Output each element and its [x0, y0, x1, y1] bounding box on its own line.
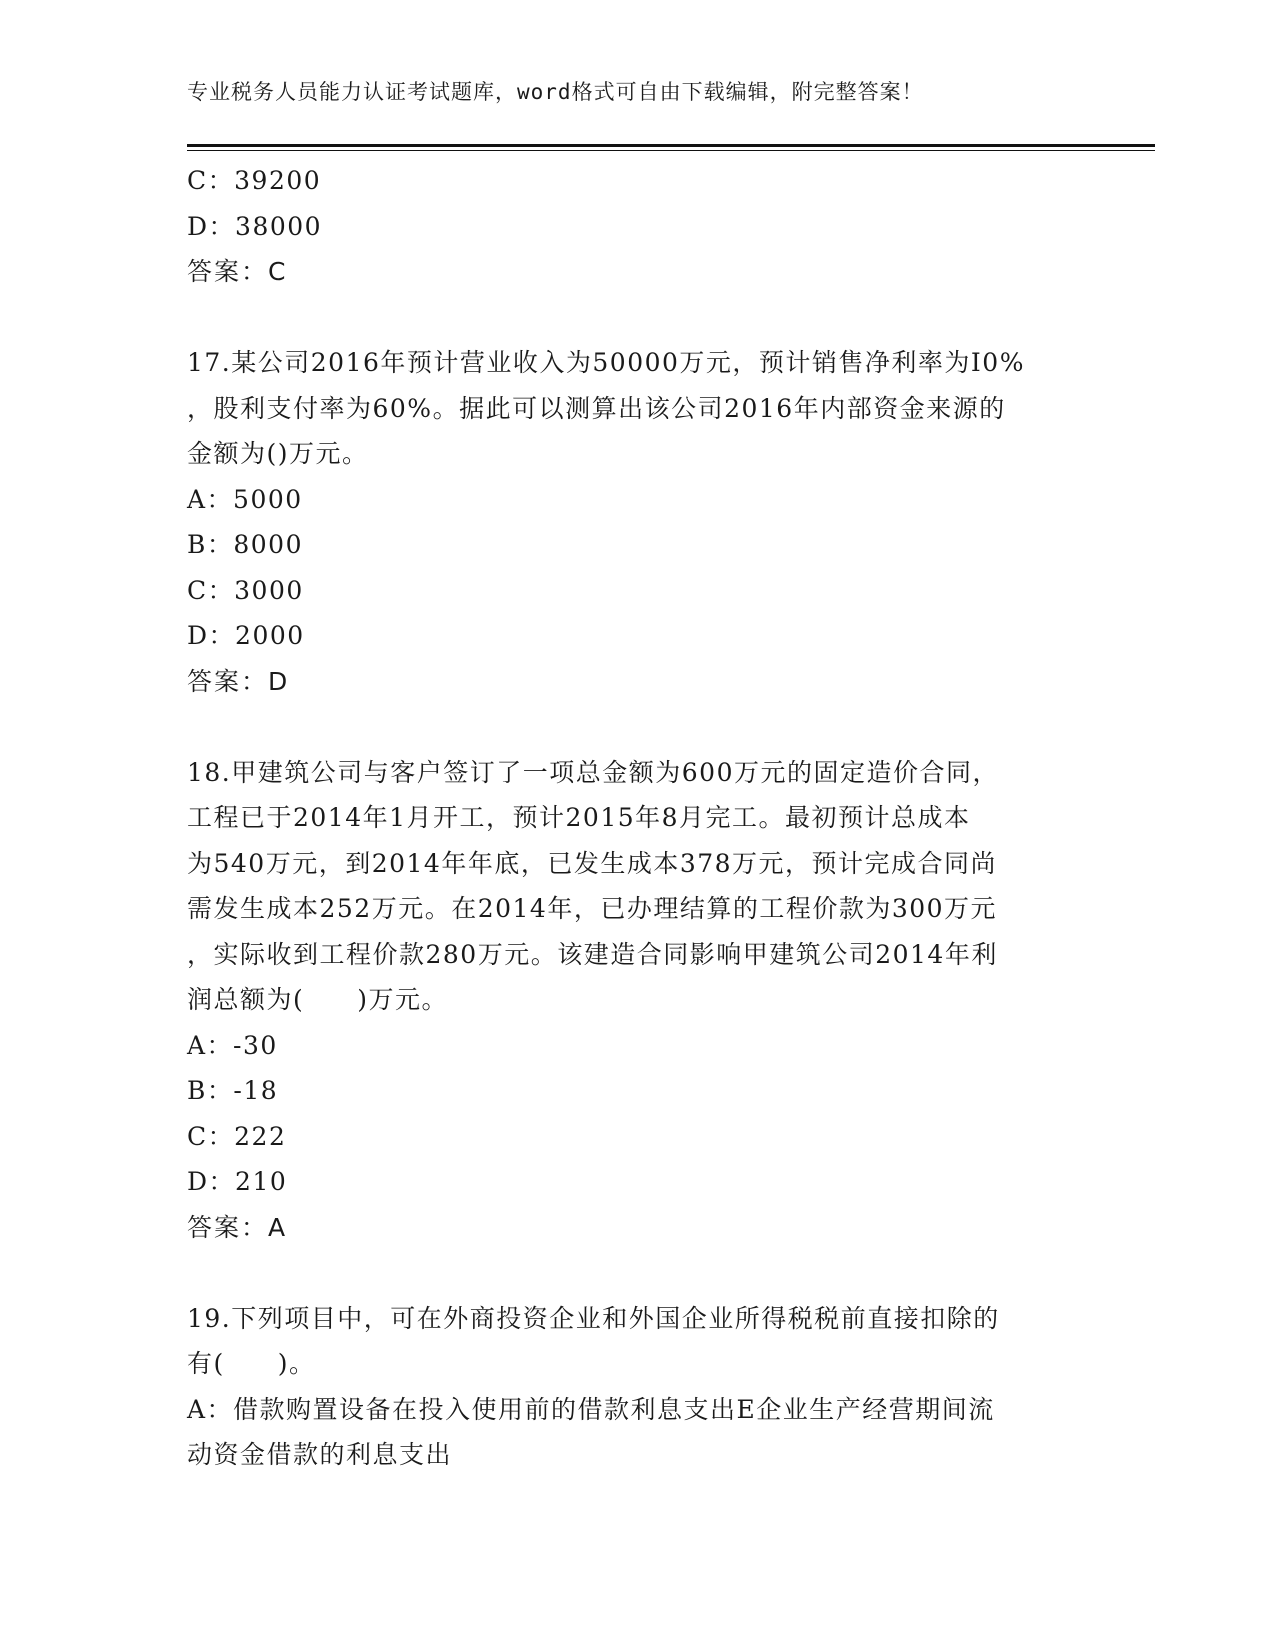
question-18 [187, 750, 1087, 1251]
answer-line: 答案：C [187, 257, 288, 286]
question-text-line: ，实际收到工程价款280万元。该建造合同影响甲建筑公司2014年利 [187, 939, 998, 969]
question-text-line: 工程已于2014年1月开工，预计2015年8月完工。最初预计总成本 [187, 803, 971, 832]
question-text-line: 19.下列项目中，可在外商投资企业和外国企业所得税税前直接扣除的 [187, 1303, 1000, 1333]
option-c: C：222 [187, 1121, 287, 1151]
header-rule-thick [187, 144, 1155, 147]
question-text-line: 金额为()万元。 [187, 439, 369, 468]
option-d: D：38000 [187, 211, 323, 241]
prev-question-tail [187, 158, 1087, 295]
option-a-continued: 动资金借款的利息支出 [187, 1440, 453, 1469]
option-b: B：8000 [187, 530, 303, 559]
question-text-line: 润总额为( )万元。 [187, 985, 449, 1014]
page-header: 专业税务人员能力认证考试题库，word格式可自由下载编辑，附完整答案！ [187, 80, 924, 104]
option-a: A：-30 [187, 1030, 278, 1060]
question-text-line: ，股利支付率为60%。据此可以测算出该公司2016年内部资金来源的 [187, 393, 1006, 423]
header-rule-thin [187, 150, 1155, 151]
answer-line: 答案：A [187, 1212, 288, 1242]
question-text-line: 为540万元，到2014年年底，已发生成本378万元，预计完成合同尚 [187, 848, 998, 878]
question-17 [187, 340, 1087, 704]
option-c: C：39200 [187, 166, 322, 195]
option-d: D：2000 [187, 621, 305, 650]
spacer [187, 1250, 1087, 1296]
question-text-line: 17.某公司2016年预计营业收入为50000万元，预计销售净利率为I0% [187, 348, 1025, 377]
answer-line: 答案：D [187, 666, 290, 696]
question-text-line: 18.甲建筑公司与客户签订了一项总金额为600万元的固定造价合同， [187, 757, 999, 787]
question-text-line: 需发生成本252万元。在2014年，已办理结算的工程价款为300万元 [187, 894, 998, 923]
document-content [187, 158, 1087, 1478]
spacer [187, 295, 1087, 341]
option-a: A：5000 [187, 484, 303, 514]
option-c: C：3000 [187, 575, 304, 605]
option-a: A：借款购置设备在投入使用前的借款利息支出E企业生产经营期间流 [187, 1394, 995, 1424]
spacer [187, 704, 1087, 750]
question-text-line: 有( )。 [187, 1349, 316, 1378]
option-d: D：210 [187, 1167, 288, 1196]
option-b: B：-18 [187, 1076, 279, 1105]
question-19 [187, 1296, 1087, 1478]
